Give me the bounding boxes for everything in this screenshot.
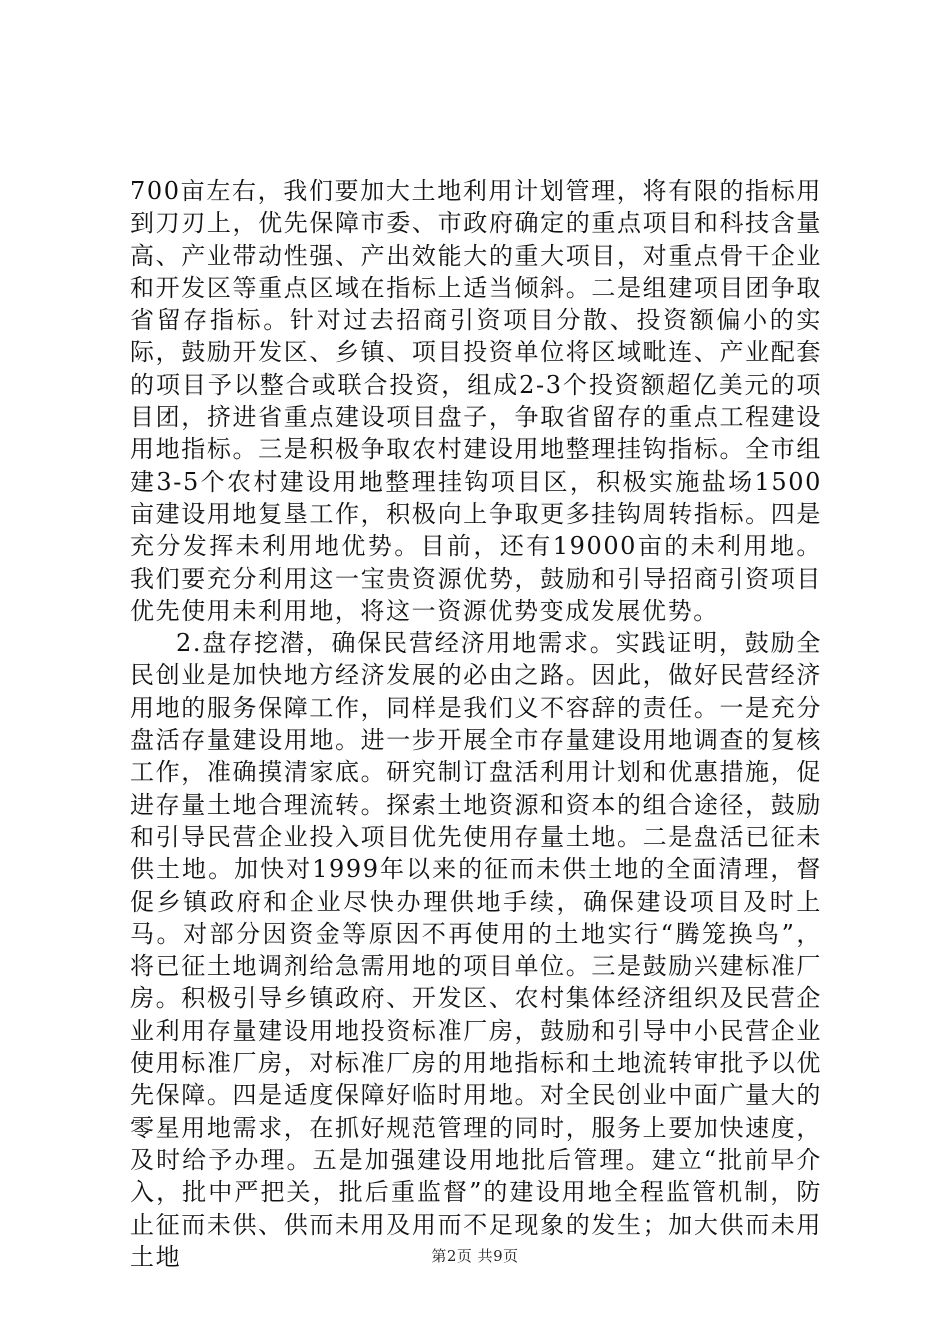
document-body — [130, 175, 822, 1273]
paragraph-2: 2.盘存挖潜，确保民营经济用地需求。实践证明，鼓励全民创业是加快地方经济发展的必由之路。因此，做好民营经济用地的服务保障工作，同样是我们义不容辞的责任。一是充分盘活存量建设用地。进一步开展全市存量建设用地调查的复核工作，准确摸清家底。研究制订盘活利用计划和优惠措施，促进存量土地合理流转。探索土地资源和资本的组合途径，鼓励和引导民营企业投入项目优先使用存量土地。二是盘活已征未供土地。加快对1999年以来的征而未供土地的全面清理，督促乡镇政府和企业尽快办理供地手续，确保建设项目及时上马。对部分因资金等原因不再使用的土地实行“腾笼换鸟”，将已征土地调剂给急需用地的项目单位。三是鼓励兴建标准厂房。积极引导乡镇政府、开发区、农村集体经济组织及民营企业利用存量建设用地投资标准厂房，鼓励和引导中小民营企业使用标准厂房，对标准厂房的用地指标和土地流转审批予以优先保障。四是适度保障好临时用地。对全民创业中面广量大的零星用地需求，在抓好规范管理的同时，服务上要加快速度，及时给予办理。五是加强建设用地批后管理。建立“批前早介入，批中严把关，批后重监督”的建设用地全程监管机制，防止征而未供、供而未用及用而不足现象的发生；加大供而未用土地 — [130, 629, 822, 1271]
page-footer: 第2页 共9页 — [431, 1247, 519, 1265]
paragraph-1: 700亩左右，我们要加大土地利用计划管理，将有限的指标用到刀刃上，优先保障市委、市政府确定的重点项目和科技含量高、产业带动性强、产出效能大的重大项目，对重点骨干企业和开发区等重点区域在指标上适当倾斜。二是组建项目团争取省留存指标。针对过去招商引资项目分散、投资额偏小的实际，鼓励开发区、乡镇、项目投资单位将区域毗连、产业配套的项目予以整合或联合投资，组成2-3个投资额超亿美元的项目团，挤进省重点建设项目盘子，争取省留存的重点工程建设用地指标。三是积极争取农村建设用地整理挂钩指标。全市组建3-5个农村建设用地整理挂钩项目区，积极实施盐场1500亩建设用地复垦工作，积极向上争取更多挂钩周转指标。四是充分发挥未利用地优势。目前，还有19000亩的未利用地。我们要充分利用这一宝贵资源优势，鼓励和引导招商引资项目优先使用未利用地，将这一资源优势变成发展优势。 — [130, 177, 822, 625]
